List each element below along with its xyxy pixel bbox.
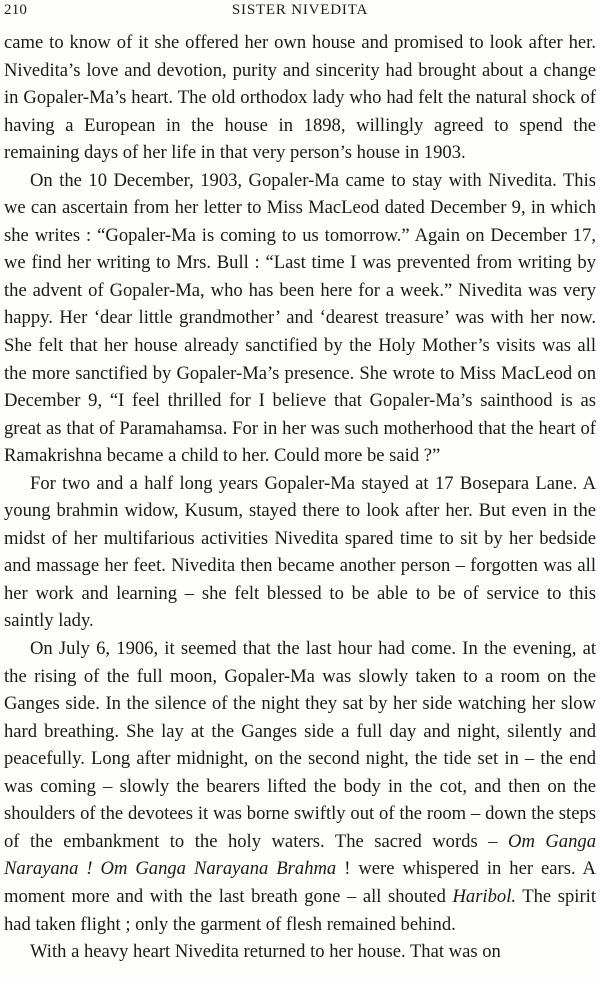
paragraph-4 [4,635,596,938]
paragraph-4-text-middle: ! were whispered in her ears. A moment more and with the last breath gone – all shouted [4,858,596,907]
sacred-words-italic: Om Ganga Narayana ! Om Ganga Narayana Brahma [4,830,596,880]
paragraph-3: For two and a half long years Gopaler-Ma stayed at 17 Bosepara Lane. A young brahmin widow, Kusum, stayed there to look after her. But even in the midst of her multifarious activities Nivedita spared time to sit by her bedside and massage her feet. Nivedita then became another person – forgotten was all her work and learning – she felt blessed to be able to be of service to this saintly lady. [4,472,596,632]
paragraph-5: With a heavy heart Nivedita returned to her house. That was on [30,941,501,963]
page-number: 210 [4,2,28,18]
body-text [4,29,596,966]
running-title: SISTER NIVEDITA [231,2,369,18]
paragraph-4-text-start: On July 6, 1906, it seemed that the last hour had come. In the evening, at the rising of the full moon, Gopaler-Ma was slowly taken to a room on the Ganges side. In the silence of the night they sat by her side watching her slow hard breathing. She lay at the Ganges side a full day and night, silently and peacefully. Long after midnight, on the second night, the tide set in – the end was coming – slowly the bearers lifted the body in the cot, and then on the shoulders of the devotees it was borne swiftly out of the room – down the steps of the embankment to the holy waters. The sacred words – [4,638,596,852]
paragraph-4-text-end: The spirit had taken flight ; only the garment of flesh remained behind. [4,885,597,935]
haribol-italic: Haribol. [452,885,517,907]
page-header [4,2,596,24]
paragraph-1: came to know of it she offered her own house and promised to look after her. Nivedita’s love and devotion, purity and sincerity had brought about a change in Gopaler-Ma’s heart. The old orthodox lady who had felt the natural shock of having a European in the house in 1898, willingly agreed to spend the remaining days of her life in that very person’s house in 1903. [4,32,596,164]
paragraph-2: On the 10 December, 1903, Gopaler-Ma came to stay with Nivedita. This we can ascertain from her letter to Miss MacLeod dated December 9, in which she writes : “Gopaler-Ma is coming to us tomorrow.” Again on December 17, we find her writing to Mrs. Bull : “Last time I was prevented from writing by the advent of Gopaler-Ma, who has been here for a week.” Nivedita was very happy. Her ‘dear little grandmother’ and ‘dearest treasure’ was with her now. She felt that her house already sanctified by the Holy Mother’s visits was all the more sanctified by Gopaler-Ma’s presence. She wrote to Miss MacLeod on December 9, “I feel thrilled for I believe that Gopaler-Ma’s sainthood is as great as that of Paramahamsa. For in her was such motherhood that the heart of Ramakrishna became a child to her. Could more be said ?” [4,169,596,467]
